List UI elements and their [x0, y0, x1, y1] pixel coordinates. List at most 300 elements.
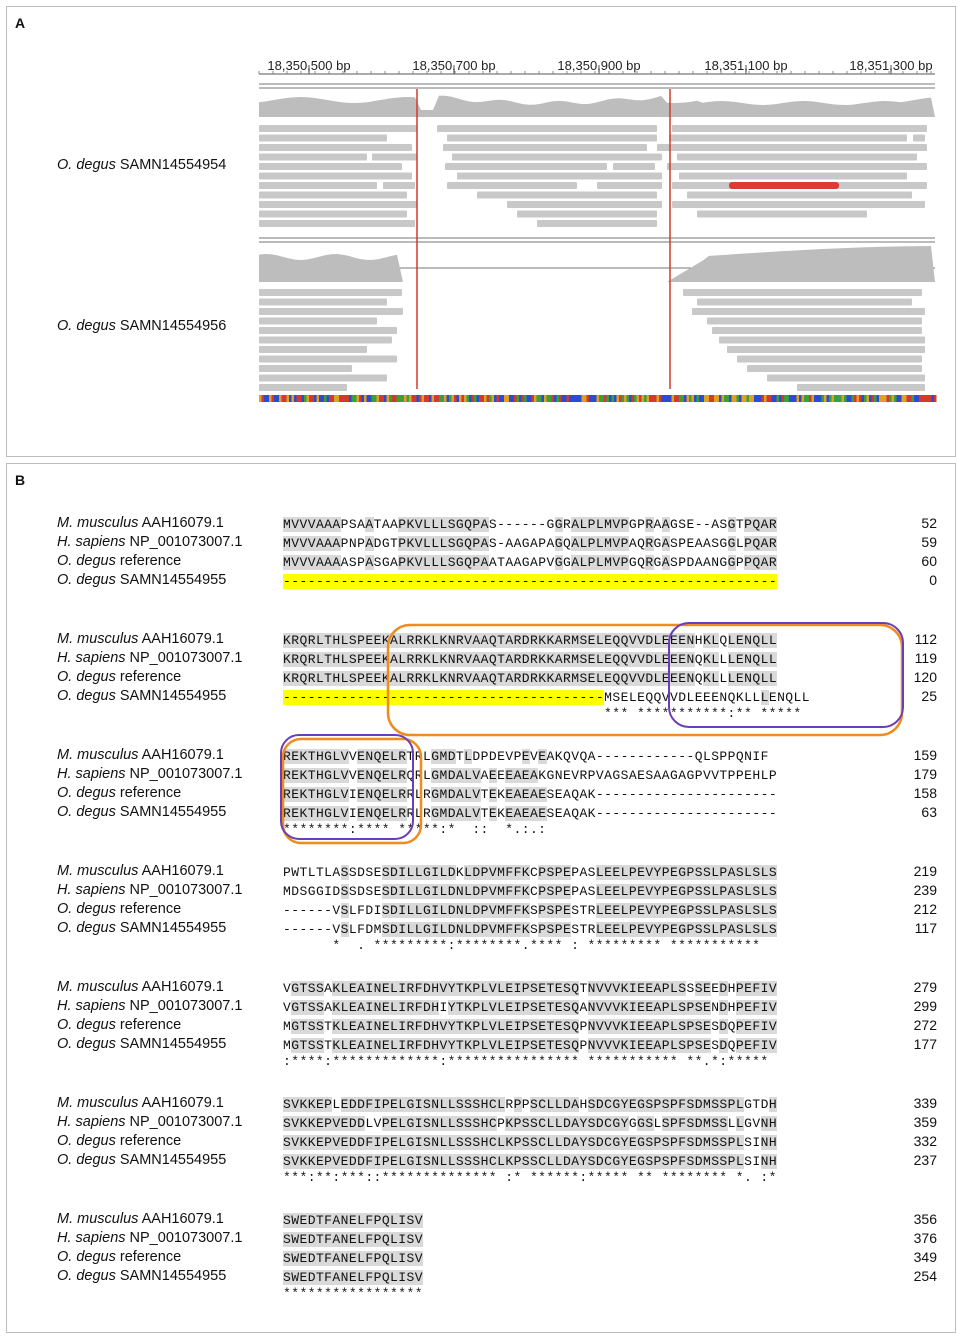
- residue: R: [291, 671, 300, 686]
- residue: -: [719, 787, 728, 802]
- accession: reference: [115, 553, 182, 569]
- residue: D: [390, 922, 399, 937]
- residue: L: [768, 671, 778, 686]
- residue: G: [554, 536, 563, 551]
- residue: S: [283, 1116, 292, 1131]
- residue: -: [694, 574, 703, 589]
- read-track-2: [737, 356, 922, 363]
- residue: E: [299, 1232, 308, 1247]
- residue: A: [571, 555, 580, 570]
- residue: -: [620, 806, 629, 821]
- residue: E: [702, 981, 712, 996]
- residue: P: [719, 903, 728, 918]
- residue: -: [497, 690, 506, 705]
- residue: G: [727, 555, 736, 570]
- residue: E: [365, 652, 374, 667]
- residue: E: [587, 633, 596, 648]
- residue: N: [365, 806, 374, 821]
- sequence-base: [587, 395, 590, 402]
- residue: A: [694, 536, 703, 551]
- residue: A: [381, 517, 391, 532]
- read-track-1: [672, 125, 927, 132]
- accession: reference: [115, 785, 182, 801]
- residue-count: 237: [913, 1152, 937, 1168]
- residue: -: [357, 574, 366, 589]
- residue: F: [365, 1097, 374, 1112]
- residue: -: [513, 517, 522, 532]
- residue: T: [546, 1038, 555, 1053]
- residue: H: [315, 768, 325, 783]
- residue: -: [612, 749, 621, 764]
- residue: -: [604, 574, 613, 589]
- residue: K: [464, 981, 473, 996]
- sequence-base: [502, 395, 505, 402]
- residue: L: [414, 865, 423, 880]
- sequence-base: [302, 395, 305, 402]
- residue: P: [357, 652, 366, 667]
- residue: L: [464, 768, 473, 783]
- residue: -: [538, 517, 547, 532]
- sequence-base: [337, 395, 340, 402]
- residue: -: [653, 749, 662, 764]
- residue: S: [464, 1097, 473, 1112]
- residue: S: [694, 981, 703, 996]
- residue: V: [283, 981, 292, 996]
- residue: E: [315, 1116, 325, 1131]
- residue: V: [291, 1097, 300, 1112]
- residue: P: [472, 981, 481, 996]
- alignment-sequence: [283, 981, 777, 997]
- residue: A: [587, 749, 596, 764]
- residue: L: [744, 922, 753, 937]
- residue: Q: [735, 749, 745, 764]
- alignment-row-label: [57, 515, 224, 531]
- residue: M: [283, 1038, 292, 1053]
- residue: T: [324, 633, 333, 648]
- residue: E: [678, 652, 687, 667]
- sequence-base: [622, 395, 625, 402]
- residue: L: [340, 1000, 349, 1015]
- residue: S: [406, 1251, 415, 1266]
- accession: AAH16079.1: [138, 631, 224, 647]
- residue: T: [497, 652, 506, 667]
- residue: -: [464, 690, 473, 705]
- residue: -: [365, 574, 374, 589]
- sequence-base: [589, 395, 592, 402]
- residue: D: [422, 1000, 432, 1015]
- residue: K: [702, 652, 712, 667]
- residue: T: [299, 981, 308, 996]
- residue: A: [571, 536, 580, 551]
- residue: A: [571, 1154, 580, 1169]
- residue: S: [571, 922, 580, 937]
- sequence-base: [647, 395, 650, 402]
- residue: M: [439, 787, 448, 802]
- residue: F: [324, 1232, 333, 1247]
- residue: D: [307, 1270, 316, 1285]
- residue: G: [744, 1097, 753, 1112]
- residue: I: [628, 981, 638, 996]
- residue: T: [497, 555, 506, 570]
- residue: A: [455, 768, 465, 783]
- residue: L: [801, 690, 810, 705]
- residue: G: [291, 981, 300, 996]
- residue: E: [348, 1213, 358, 1228]
- read-track-1: [669, 135, 907, 142]
- residue: L: [398, 1116, 407, 1131]
- residue: P: [480, 884, 489, 899]
- sequence-base: [327, 395, 330, 402]
- accession: AAH16079.1: [138, 1211, 224, 1227]
- residue: S: [678, 517, 687, 532]
- sequence-base: [282, 395, 285, 402]
- residue: I: [365, 1038, 374, 1053]
- residue: L: [653, 671, 662, 686]
- residue: S: [406, 1270, 415, 1285]
- sequence-base: [437, 395, 440, 402]
- residue: G: [422, 865, 432, 880]
- residue: F: [678, 1135, 687, 1150]
- sequence-base: [487, 395, 490, 402]
- residue: -: [727, 806, 736, 821]
- residue: P: [554, 865, 563, 880]
- residue: P: [661, 1000, 671, 1015]
- residue: T: [299, 1038, 308, 1053]
- residue: S: [711, 1154, 720, 1169]
- residue: -: [571, 574, 580, 589]
- residue: E: [488, 787, 498, 802]
- residue: E: [340, 1116, 349, 1131]
- read-track-2: [259, 308, 403, 315]
- residue: -: [735, 787, 745, 802]
- residue: L: [595, 517, 605, 532]
- residue: S: [546, 903, 555, 918]
- residue: E: [348, 981, 358, 996]
- residue: L: [431, 555, 440, 570]
- residue: N: [373, 1019, 382, 1034]
- residue: M: [604, 690, 613, 705]
- residue: A: [554, 652, 563, 667]
- residue: N: [587, 1038, 596, 1053]
- residue: A: [661, 555, 671, 570]
- residue: -: [694, 517, 703, 532]
- read-track-1: [537, 220, 657, 227]
- residue: S: [719, 1154, 728, 1169]
- residue: -: [324, 690, 333, 705]
- residue: N: [447, 671, 456, 686]
- residue: A: [505, 671, 514, 686]
- residue: P: [694, 768, 703, 783]
- residue: E: [554, 787, 563, 802]
- sequence-base: [609, 395, 612, 402]
- residue: -: [406, 574, 415, 589]
- sequence-base: [489, 395, 492, 402]
- residue: -: [422, 574, 432, 589]
- residue: -: [373, 690, 382, 705]
- sequence-base: [672, 395, 675, 402]
- residue: S: [752, 922, 761, 937]
- residue: G: [686, 768, 695, 783]
- residue: T: [315, 865, 325, 880]
- residue: W: [291, 1270, 300, 1285]
- residue: L: [760, 652, 769, 667]
- read-track-2: [697, 299, 912, 306]
- residue: D: [645, 671, 654, 686]
- residue: G: [678, 903, 687, 918]
- residue: K: [299, 768, 308, 783]
- residue: L: [735, 1154, 745, 1169]
- residue: L: [546, 1097, 555, 1112]
- sequence-base: [932, 395, 935, 402]
- alignment-sequence: [283, 1232, 423, 1248]
- residue: S: [472, 1154, 481, 1169]
- residue: A: [357, 1019, 366, 1034]
- sequence-base: [334, 395, 337, 402]
- residue: N: [455, 884, 465, 899]
- residue-count: 279: [913, 979, 937, 995]
- sequence-base: [724, 395, 727, 402]
- residue: L: [398, 1135, 407, 1150]
- residue: -: [604, 749, 613, 764]
- sequence-base: [317, 395, 320, 402]
- residue: L: [357, 1251, 366, 1266]
- residue: S: [735, 884, 745, 899]
- sequence-base: [494, 395, 497, 402]
- residue: V: [604, 1038, 613, 1053]
- residue: W: [291, 1251, 300, 1266]
- residue: S: [283, 1213, 292, 1228]
- residue: -: [587, 690, 596, 705]
- residue: L: [719, 671, 728, 686]
- sequence-base: [717, 395, 720, 402]
- sequence-base: [714, 395, 717, 402]
- read-track-1: [259, 135, 387, 142]
- alignment-sequence: [283, 652, 777, 668]
- coverage-track-1: [259, 96, 935, 117]
- residue: Q: [571, 1000, 580, 1015]
- residue: L: [711, 903, 720, 918]
- alignment-row-label: [57, 1036, 226, 1052]
- residue: V: [414, 555, 423, 570]
- residue: S: [340, 903, 349, 918]
- residue: L: [439, 1154, 448, 1169]
- residue: M: [604, 555, 613, 570]
- residue: L: [447, 1097, 456, 1112]
- residue-count: 119: [914, 650, 937, 666]
- sequence-base: [557, 395, 560, 402]
- residue: L: [554, 1154, 563, 1169]
- residue: F: [752, 981, 761, 996]
- residue: I: [324, 884, 333, 899]
- residue: L: [414, 922, 423, 937]
- residue: -: [587, 574, 596, 589]
- residue: P: [521, 1038, 531, 1053]
- residue: -: [538, 690, 547, 705]
- residue: P: [538, 555, 547, 570]
- residue: G: [406, 1097, 415, 1112]
- residue: T: [315, 1270, 325, 1285]
- residue: E: [562, 903, 572, 918]
- residue: -: [505, 690, 514, 705]
- residue: S: [686, 1154, 695, 1169]
- residue: A: [513, 536, 522, 551]
- residue: C: [538, 1097, 547, 1112]
- residue: L: [620, 884, 629, 899]
- residue: E: [744, 1019, 753, 1034]
- residue: G: [744, 1116, 753, 1131]
- residue: S: [744, 1135, 753, 1150]
- residue: P: [628, 865, 638, 880]
- residue: L: [793, 690, 802, 705]
- residue: E: [645, 1038, 654, 1053]
- sequence-base: [669, 395, 672, 402]
- residue: G: [554, 555, 563, 570]
- residue: P: [628, 884, 638, 899]
- residue: P: [670, 1135, 679, 1150]
- residue: N: [340, 1232, 349, 1247]
- sequence-base: [324, 395, 327, 402]
- sequence-base: [789, 395, 792, 402]
- residue: L: [620, 922, 629, 937]
- residue: R: [513, 652, 522, 667]
- residue: A: [513, 787, 522, 802]
- residue: Q: [719, 633, 728, 648]
- residue: -: [521, 690, 531, 705]
- alignment-row-label: [57, 882, 242, 898]
- deletion-read: [729, 182, 839, 189]
- residue: C: [538, 1116, 547, 1131]
- residue-count: 356: [913, 1211, 937, 1227]
- sequence-base: [597, 395, 600, 402]
- residue: -: [562, 690, 572, 705]
- read-track-1: [259, 144, 412, 151]
- sequence-base: [544, 395, 547, 402]
- panel-b: [6, 463, 956, 1333]
- residue: K: [505, 1135, 514, 1150]
- residue: V: [414, 1270, 423, 1285]
- residue: L: [760, 633, 769, 648]
- residue: F: [505, 865, 514, 880]
- residue: T: [315, 1232, 325, 1247]
- sequence-base: [264, 395, 267, 402]
- residue: S: [464, 1135, 473, 1150]
- sequence-base: [584, 395, 587, 402]
- residue: Q: [571, 806, 580, 821]
- alignment-row-label: [57, 1152, 226, 1168]
- residue: L: [431, 536, 440, 551]
- sequence-base: [414, 395, 417, 402]
- residue: R: [291, 633, 300, 648]
- residue: P: [768, 768, 778, 783]
- sequence-base: [729, 395, 732, 402]
- residue: P: [497, 1116, 506, 1131]
- residue: -: [645, 787, 654, 802]
- residue: S: [348, 517, 358, 532]
- residue: D: [390, 903, 399, 918]
- residue: -: [744, 574, 753, 589]
- residue: D: [422, 1038, 432, 1053]
- alignment-row-label: [57, 1133, 181, 1149]
- residue: V: [299, 536, 308, 551]
- residue: S: [315, 1019, 325, 1034]
- species-name: O. degus: [57, 1268, 116, 1284]
- residue: V: [414, 517, 423, 532]
- sequence-base: [397, 395, 400, 402]
- residue: E: [505, 1038, 514, 1053]
- residue: -: [283, 922, 292, 937]
- residue: E: [637, 922, 646, 937]
- residue: D: [521, 671, 531, 686]
- residue: C: [538, 1135, 547, 1150]
- accession: NP_001073007.1: [125, 650, 243, 666]
- residue: L: [744, 690, 753, 705]
- residue: V: [595, 1019, 605, 1034]
- residue: V: [332, 1135, 341, 1150]
- residue: E: [348, 1000, 358, 1015]
- residue: D: [390, 865, 399, 880]
- consensus-line: *** ***********:** *****: [283, 706, 802, 721]
- residue: N: [711, 555, 720, 570]
- consensus-line: :****:*************:**************** *********** **.*:*****: [283, 1054, 769, 1069]
- sequence-base: [514, 395, 517, 402]
- residue: E: [628, 1154, 638, 1169]
- residue: V: [307, 517, 316, 532]
- sequence-base: [357, 395, 360, 402]
- residue: E: [381, 749, 391, 764]
- sequence-base: [269, 395, 272, 402]
- residue: P: [670, 1097, 679, 1112]
- sequence-base: [924, 395, 927, 402]
- residue: M: [702, 1097, 712, 1112]
- sequence-base: [392, 395, 395, 402]
- residue: -: [653, 787, 662, 802]
- residue: L: [332, 749, 341, 764]
- residue: D: [694, 1097, 703, 1112]
- alignment-row-label: [57, 1268, 226, 1284]
- residue: M: [283, 517, 292, 532]
- residue: V: [291, 1135, 300, 1150]
- residue: P: [357, 633, 366, 648]
- residue: P: [686, 903, 695, 918]
- sequence-base: [432, 395, 435, 402]
- residue: A: [365, 517, 374, 532]
- residue: G: [612, 1154, 621, 1169]
- residue: V: [604, 1000, 613, 1015]
- residue: E: [686, 517, 695, 532]
- residue: R: [307, 652, 316, 667]
- residue: E: [620, 690, 629, 705]
- residue: E: [554, 981, 563, 996]
- residue: P: [735, 981, 745, 996]
- residue: -: [579, 574, 588, 589]
- residue: K: [332, 1000, 341, 1015]
- species-name: O. degus: [57, 785, 116, 801]
- sequence-base: [617, 395, 620, 402]
- sequence-base: [787, 395, 790, 402]
- residue: I: [348, 787, 358, 802]
- residue: M: [283, 884, 292, 899]
- residue: F: [365, 1135, 374, 1150]
- residue: P: [398, 517, 407, 532]
- residue: P: [719, 865, 728, 880]
- sequence-base: [707, 395, 710, 402]
- residue: P: [513, 1116, 522, 1131]
- residue: L: [760, 865, 769, 880]
- read-track-2: [692, 308, 925, 315]
- residue: K: [406, 536, 415, 551]
- residue: A: [727, 903, 736, 918]
- residue: Y: [620, 1097, 629, 1112]
